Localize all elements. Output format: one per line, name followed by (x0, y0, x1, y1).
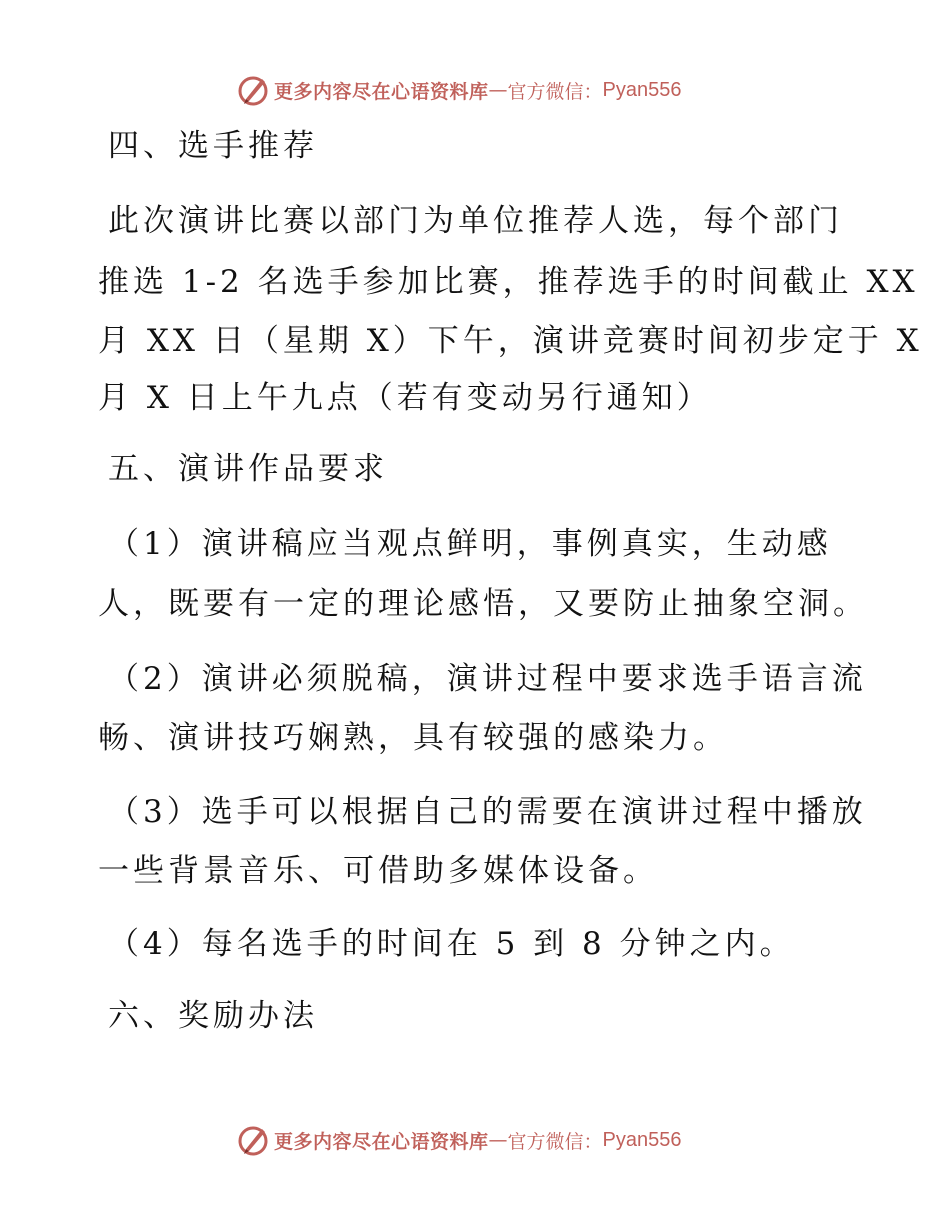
header-watermark-banner (236, 73, 682, 107)
paragraph-line: （1）演讲稿应当观点鲜明，事例真实，生动感 (108, 526, 832, 562)
banner-text: 更多内容尽在心语资料库 (274, 1130, 489, 1153)
banner-separator: — (488, 1129, 508, 1151)
quill-pen-logo-icon (236, 1123, 270, 1157)
footer-watermark-banner (236, 1123, 682, 1157)
paragraph-line: 畅、演讲技巧娴熟，具有较强的感染力。 (98, 720, 728, 756)
paragraph-line: 月 X 日上午九点（若有变动另行通知） (98, 380, 712, 416)
paragraph-line: 人，既要有一定的理论感悟，又要防止抽象空洞。 (98, 586, 868, 622)
banner-wechat-id: Pyan556 (602, 1128, 682, 1151)
banner-brand: 官方微信： (507, 1130, 603, 1153)
paragraph-line: 月 XX 日（星期 X）下午，演讲竞赛时间初步定于 X (98, 323, 923, 359)
paragraph-line: 推选 1-2 名选手参加比赛，推荐选手的时间截止 XX (98, 264, 919, 300)
banner-wechat-id: Pyan556 (602, 78, 682, 101)
section-heading-4: 四、选手推荐 (108, 128, 318, 164)
section-heading-6: 六、奖励办法 (108, 998, 318, 1034)
banner-separator: — (488, 79, 508, 101)
banner-brand: 官方微信： (507, 80, 603, 103)
paragraph-line: （4）每名选手的时间在 5 到 8 分钟之内。 (108, 926, 795, 962)
quill-pen-logo-icon (236, 73, 270, 107)
banner-text: 更多内容尽在心语资料库 (274, 80, 489, 103)
paragraph-line: （3）选手可以根据自己的需要在演讲过程中播放 (108, 794, 867, 830)
paragraph-line: 此次演讲比赛以部门为单位推荐人选，每个部门 (108, 203, 843, 239)
section-heading-5: 五、演讲作品要求 (108, 451, 388, 487)
paragraph-line: 一些背景音乐、可借助多媒体设备。 (98, 853, 658, 889)
paragraph-line: （2）演讲必须脱稿，演讲过程中要求选手语言流 (108, 661, 867, 697)
